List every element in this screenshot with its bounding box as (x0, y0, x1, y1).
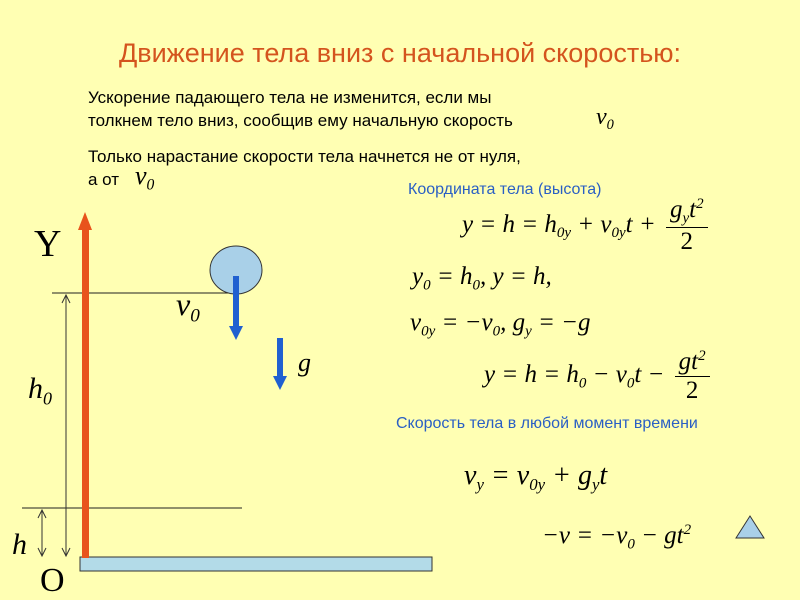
equation-initial-conditions: $y_0 = h_0$, y = h, (412, 263, 552, 294)
equation-velocity-general: $v_y = v_{0y} + g_yt$ (464, 460, 608, 494)
equation-velocity-down: $-v = -v_0 - gt^2$ (542, 522, 692, 553)
velocity-arrowhead (229, 326, 243, 340)
v0-inline-symbol-2: $v_0$ (135, 161, 155, 194)
y-axis-bar (82, 228, 89, 558)
v0-diagram-label: $v_0$ (176, 286, 200, 327)
equation-projections: $v_{0y} = -v_0$, $g_y = -g$ (410, 309, 591, 340)
g-diagram-label: g (298, 348, 311, 377)
equation-coordinate-general: $y = h = h_{0y} + v_{0y}t$ + $\frac{g_yt^2}{2}$ (462, 196, 708, 256)
slide-title: Движение тела вниз с начальной скоростью: (118, 38, 682, 68)
h0-label: $h_0$ (28, 372, 52, 409)
coordinate-heading: Координата тела (высота) (408, 181, 602, 198)
intro-line-3: Только нарастание скорости тела начнется не от нуля, (88, 147, 521, 166)
intro-line-1: Ускорение падающего тела не изменится, если мы (88, 88, 492, 107)
intro-line-2: толкнем тело вниз, сообщив ему начальную скорость (88, 111, 513, 130)
equation-coordinate-down: $y = h = h_0 - v_0t$ − $\frac{gt^2}{2}$ (484, 348, 710, 405)
y-axis-label: Y (34, 223, 62, 265)
h-label: h (12, 528, 27, 561)
triangle-up-icon (736, 516, 764, 538)
velocity-heading: Скорость тела в любой момент времени (396, 415, 698, 432)
ground-platform (80, 557, 432, 571)
intro-line-4: а от (88, 170, 120, 189)
v0-inline-symbol: $v_0$ (596, 104, 614, 134)
g-arrowhead (273, 376, 287, 390)
y-axis-arrowhead (78, 212, 92, 230)
origin-label: O (40, 562, 65, 599)
